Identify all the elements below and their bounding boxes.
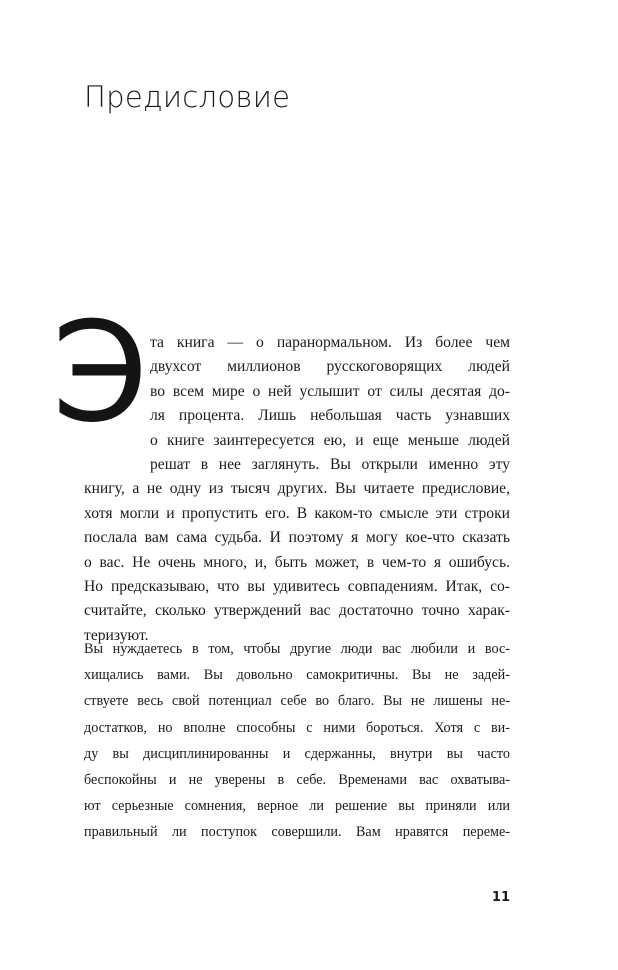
intro-line: послала вам сама судьба. И поэтому я могу кое-что сказать [84,529,510,547]
intro-line: та книга — о паранормальном. Из более чем [150,334,510,351]
intro-line: Но предсказываю, что вы удивитесь совпадениям. Итак, со- [84,578,510,595]
body-line: ду вы дисциплинированны и сдержанны, внутри вы часто [84,745,510,762]
intro-line: ля процента. Лишь небольшая часть узнавших [150,407,510,425]
chapter-title: Предисловие [84,80,291,114]
intro-line: во всем мире о ней услышит от силы десятая до- [150,382,510,400]
body-line: ствуете весь свой потенциал себе во благо. Вы не лишены не- [84,693,510,710]
intro-line: о книге заинтересуется ею, и еще меньше людей [150,431,510,449]
intro-line: решат в нее заглянуть. Вы открыли именно эту [150,456,510,473]
drop-cap-letter: Э [52,292,149,453]
intro-line: теризуют. [84,626,149,644]
body-line: правильный ли поступок совершили. Вам нравятся переме- [84,824,510,841]
body-line: достатков, но вполне способны с ними бороться. Хотя с ви- [84,719,510,736]
body-line: Вы нуждаетесь в том, чтобы другие люди вас любили и вос- [84,641,510,657]
intro-line: двухсот миллионов русскоговорящих людей [150,358,510,376]
intro-line: о вас. Не очень много, и, быть может, в чем-то я ошибусь. [84,553,510,571]
body-line: ют серьезные сомнения, верное ли решение вы приняли или [84,798,510,815]
intro-line: хотя могли и пропустить его. В каком-то смысле эти строки [84,504,510,522]
intro-line: книгу, а не одну из тысяч других. Вы читаете предисловие, [84,480,510,498]
body-line: беспокойны и не уверены в себе. Временами вас охватыва- [84,772,510,788]
intro-line: считайте, сколько утверждений вас достаточно точно харак- [84,602,510,620]
page-number: 11 [491,890,510,905]
body-line: хищались вами. Вы довольно самокритичны. Вы не задей- [84,667,510,684]
